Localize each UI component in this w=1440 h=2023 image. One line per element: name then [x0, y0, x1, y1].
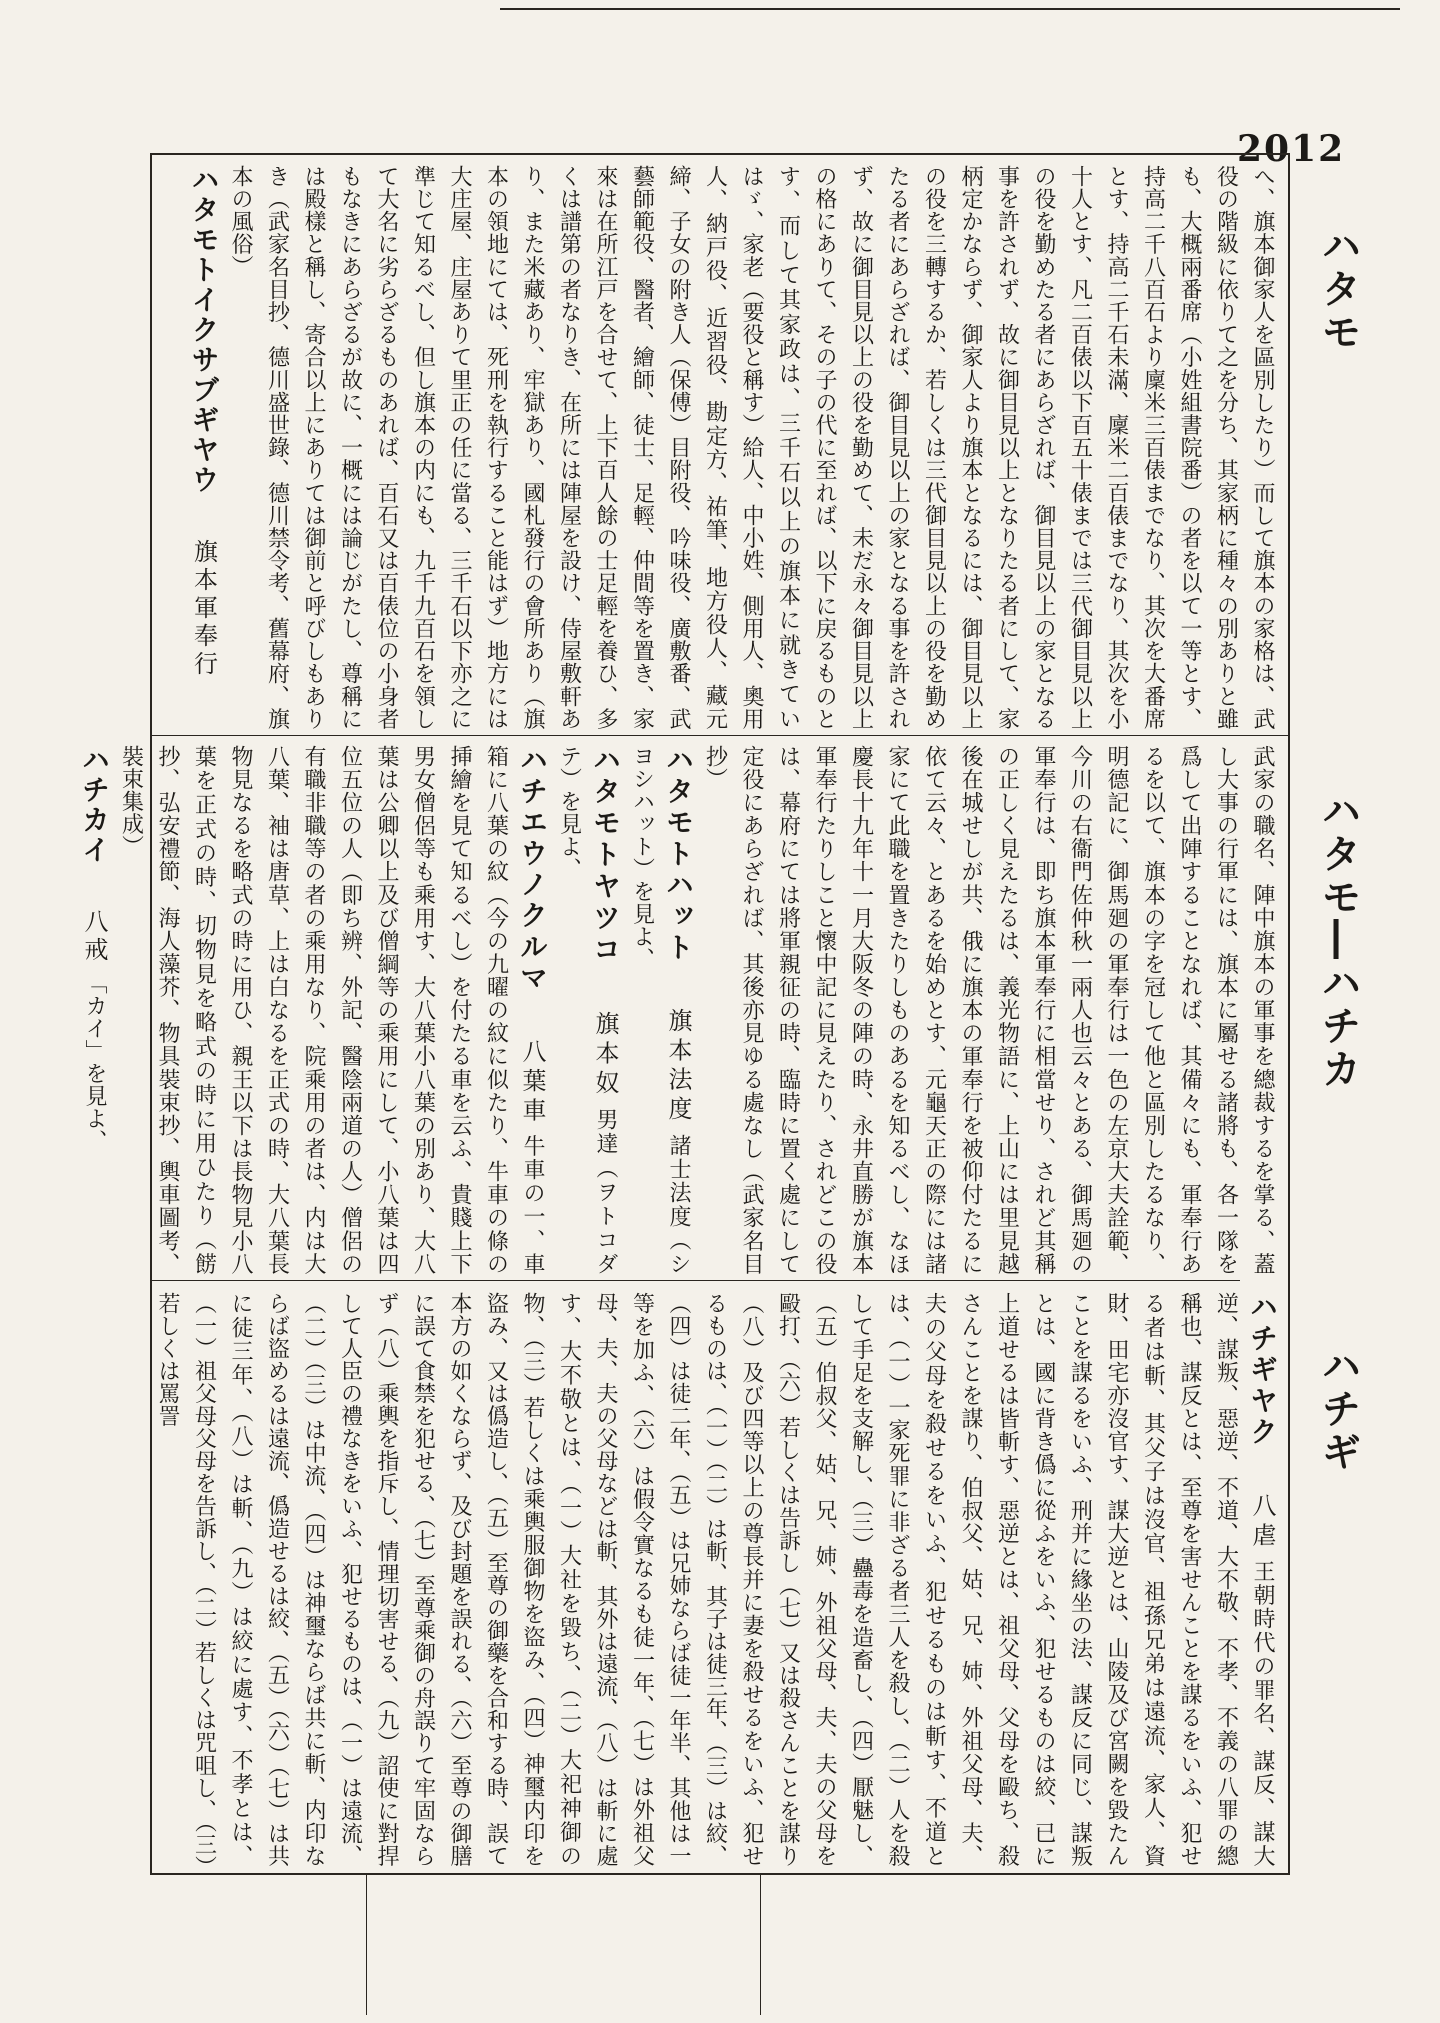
- entry-body-continued: [696, 745, 1280, 1275]
- entry-hachigyaku: [149, 1292, 1281, 1867]
- entry-kanji: 八葉車: [518, 1038, 546, 1126]
- entry-body: 牛車の一、車箱に八葉の紋（今の九曜の紋に似たり、牛車の條の挿繪を見て知るべし）を付たる車を云ふ、貴賤上下男女僧侶等も乘用す、大八葉小八葉の別あり、大八葉は公卿以上及び僧綱等の乘用にして、小八葉は四位五位の人（即ち辨、外記、醫陰兩道の人）僧侶の有職非職等の者の乘用なり、院乘用の者は、内は大八葉、袖は唐草、上は白なるを正式の時、大八葉長物見なるを略式の時に用ひ、親王以下は長物見小八葉を正式の時、切物見を略式の時に用ひたり（餝抄、弘安禮節、海人藻芥、物具裝束抄、輿車圖考、裝束集成）: [118, 745, 545, 1276]
- binding-line-left: [366, 1875, 367, 2015]
- entry-headword: ハタモトヤツコ: [589, 745, 622, 966]
- entry-hatamoto-hatto: [623, 745, 696, 1275]
- entry-headword: ハタモトイクサブギヤウ: [187, 165, 221, 495]
- guide-word-lower: ハチギ: [1315, 1345, 1361, 1474]
- entry-body: 王朝時代の罪名、謀反、謀大逆、謀叛、惡逆、不道、大不敬、不孝、不義の八罪の總稱也、謀反とは、至尊を害せんことを謀るをいふ、犯せる者は斬、其父子は沒官、祖孫兄弟は遠流、家人、資財、田宅亦沒官す、謀大逆とは、山陵及び宮闕を毀たんことを謀るをいふ、刑并に緣坐の法、謀反に同じ、謀叛とは、國に背き僞に從ふをいふ、犯せるものは絞、已に上道せるは皆斬す、惡逆とは、祖父母、父母を毆ち、殺さんことを謀り、伯叔父、姑、兄、姉、外祖父母、夫、夫の父母を殺せるをいふ、犯せるものは斬す、不道とは、（一）一家死罪に非ざる者三人を殺し、（二）人を殺して手足を支解し、（三）蠱毒を造畜し、（四）厭魅し、（五）伯叔父、姑、兄、姉、外祖父母、夫、夫の父母を毆打、（六）若しくは告訴し（七）又は殺さんことを謀り（八）及び四等以上の尊長并に妻を殺せるをいふ、犯せるものは、（一）（二）は斬、其子は徒三年、（三）は絞、（四）は徒二年、（五）は兄姉ならば徒一年半、其他は一等を加ふ、（六）は假令實なるも徒一年、（七）は外祖父母、夫、夫の父母などは斬、其外は遠流、（八）は斬に處す、大不敬とは、（一）大社を毀ち、（二）大祀神御の物、（三）若しくは乘輿服御物を盜み、（四）神璽内印を盜み、又は僞造し、（五）至尊の御藥を合和する時、誤て本方の如くならず、及び封題を誤れる、（六）至尊の御膳に誤て食禁を犯せる、（七）至尊乘御の舟誤りて牢固ならず（八）乘輿を指斥し、情理切害せる、（九）詔使に對捍して人臣の禮なきをいふ、犯せるものは、（一）は遠流、（二）（三）は中流、（四）は神璽ならば共に斬、内印ならば盜めるは遠流、僞造せるは絞、（五）（六）（七）は共に徒三年、（八）は斬、（九）は絞に處す、不孝とは、（一）祖父母父母を告訴し、（二）若しくは咒咀し、（三）若しくは罵詈: [155, 1292, 1275, 1868]
- text-block-middle: [78, 745, 1280, 1276]
- entry-body: 武家の職名、陣中旗本の軍事を總裁するを掌る、蓋し大事の行軍には、旗本に屬せる諸將も、各一隊を爲して出陣することなれば、其備々にも、軍奉行あるを以て、旗本の字を冠して他と區別したるなり、明德記に、御馬廻の軍奉行は一色の左京大夫詮範、今川の右衞門佐仲秋一兩人也云々とある、御馬廻の軍奉行は、即ち旗本軍奉行に相當せり、されど其稱の正しく見えたるは、義光物語に、上山には里見越後在城せしが共、俄に旗本の軍奉行を被仰付たるに依て云々、とあるを始めとす、元龜天正の際には諸家にて此職を置きたりしものあるを知るべし、なほ慶長十九年十一月大阪冬の陣の時、永井直勝が旗本軍奉行たりしこと懷中記に見えたり、されどこの役は、幕府にては將軍親征の時、臨時に置く處にして定役にあらざれば、其後亦見ゆる處なし（武家名目抄）: [702, 745, 1275, 1275]
- entry-continuation: [222, 165, 1281, 730]
- guide-word-upper: ハタモ: [1315, 225, 1361, 354]
- entry-kanji: 旗本法度: [664, 1008, 692, 1126]
- entry-body: 「カイ」を見よ、: [82, 972, 107, 1152]
- entry-hachikai: [76, 745, 113, 1275]
- entry-hachiyo-no-kuruma: [112, 745, 550, 1275]
- entry-kanji: 旗本奴: [591, 1010, 619, 1100]
- section-divider-upper: [150, 735, 1290, 736]
- entry-kanji: 八戒: [80, 908, 108, 965]
- guide-word-middle: ハタモ―ハチカ: [1315, 790, 1361, 1091]
- entry-body: へ、旗本御家人を區別したり）而して旗本の家格は、武役の階級に依りて之を分ち、其家柄に種々の別ありと雖も、大概兩番席（小姓組書院番）の者を以て一等とす、持高二千八百石より廩米三百俵までなり、其次を大番席とす、持高二千石未滿、廩米二百俵までなり、其次を小十人とす、凡二百俵以下百五十俵までは三代御目見以上の役を勤めたる者にあらざれば、御目見以上の家となる事を許されず、故に御目見以上となりたる者にして、家柄定かならず、御家人より旗本となるには、御目見以上の役を三轉するか、若しくは三代御目見以上の役を勤めたる者にあらざれば、御目見以上の家となる事を許されず、故に御目見以上の役を勤めて、未だ永々御目見以上の格にありて、その子の代に至れば、以下に戻るものとす、而して其家政は、三千石以上の旗本に就きていはゞ、家老（要役と稱す）給人、中小姓、側用人、奧用人、納戸役、近習役、勘定方、祐筆、地方役人、藏元締、子女の附き人（保傅）目附役、吟味役、廣敷番、武藝師範役、醫者、繪師、徒士、足輕、仲間等を置き、家來は在所江戸を合せて、上下百人餘の士足輕を養ひ、多くは譜第の者なりき、在所には陣屋を設け、侍屋敷軒あり、また米藏あり、牢獄あり、國札發行の會所あり（旗本の領地にては、死刑を執行すること能はず）地方には大庄屋、庄屋ありて里正の任に當る、三千石以下亦之に準じて知るべし、但し旗本の内にも、九千九百石を領して大名に劣らざるものあれば、百石又は百俵位の小身者もなきにあらざるが故に、一概には論じがたし、尊稱には殿樣と稱し、寄合以上にありては御前と呼びしもありき（武家名目抄、德川盛世錄、德川禁令考、舊幕府、旗本の風俗）: [228, 165, 1275, 730]
- entry-kanji: 八虐: [1248, 1492, 1276, 1552]
- entry-headword: ハタモトハット: [662, 745, 695, 964]
- entry-kanji: 旗本軍奉行: [189, 538, 218, 679]
- entry-body: 諸士法度（シヨシハット）を見よ、: [629, 745, 691, 1276]
- entry-headword: ハチカイ: [78, 745, 111, 865]
- entry-hatamoto-ikusabugyo: [185, 165, 222, 730]
- top-rule: [500, 8, 1400, 10]
- entry-hatamoto-yakko: [550, 745, 623, 1275]
- text-block-upper: [160, 165, 1280, 730]
- page-number: 2012: [1237, 128, 1346, 170]
- entry-headword: ハチギヤク: [1246, 1292, 1279, 1449]
- entry-body: 男達（ヲトコダテ）を見よ、: [556, 745, 618, 1276]
- binding-line-right: [760, 1875, 761, 2015]
- text-block-lower: [155, 1292, 1280, 1868]
- section-divider-lower: [150, 1280, 1240, 1281]
- entry-headword: ハチエウノクルマ: [516, 745, 549, 994]
